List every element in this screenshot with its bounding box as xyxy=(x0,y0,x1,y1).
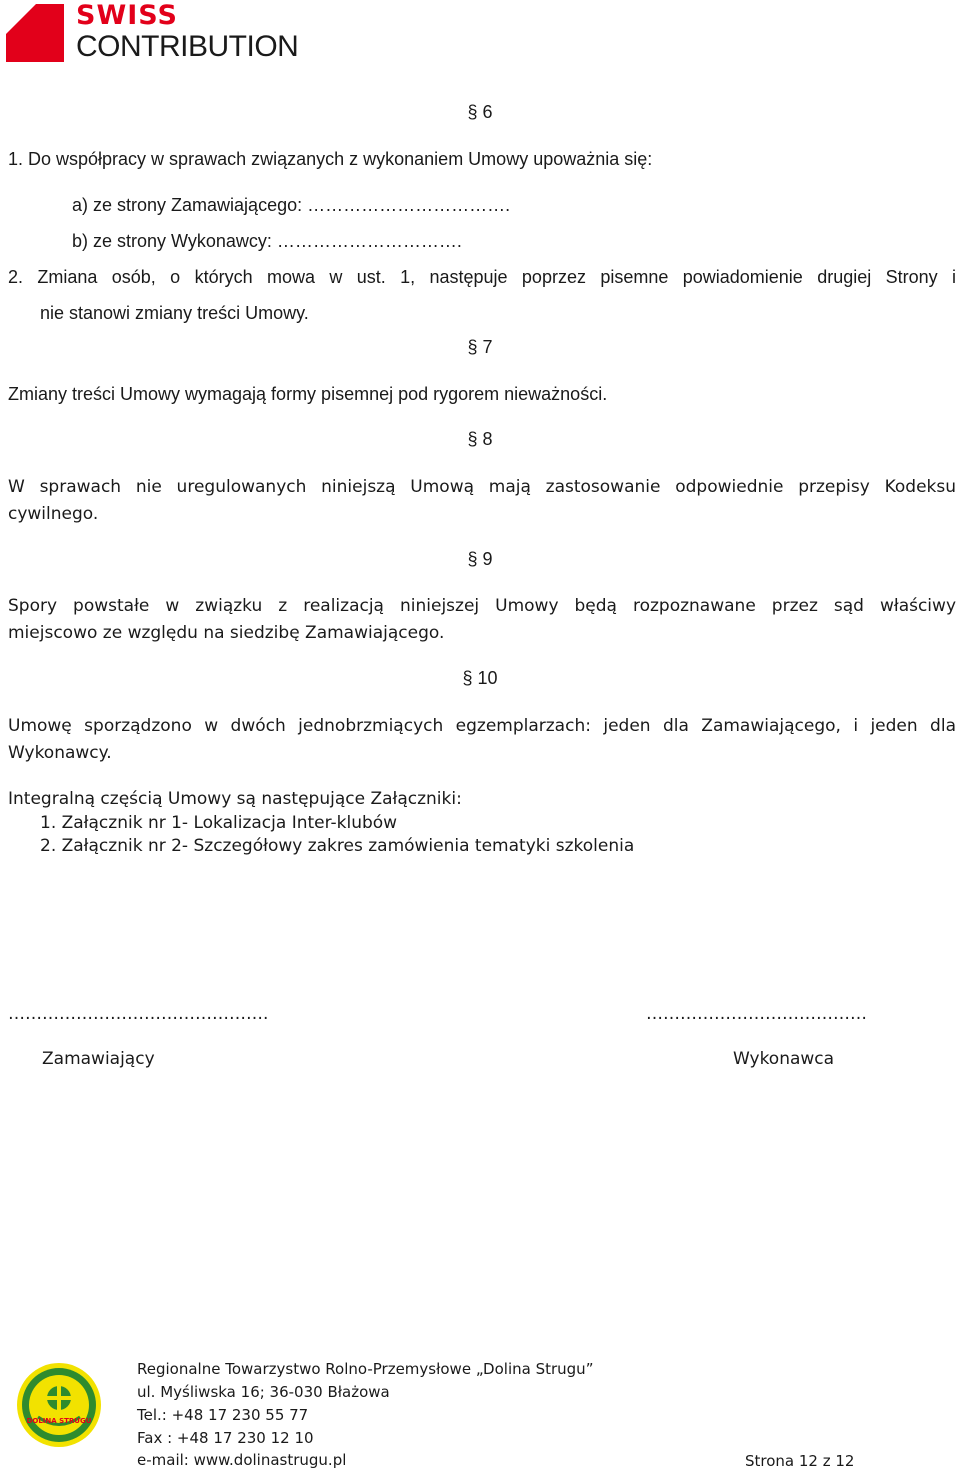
s9-line2: miejscowo ze względu na siedzibę Zamawiającego. xyxy=(8,623,445,643)
footer-fax: Fax : +48 17 230 12 10 xyxy=(137,1429,314,1447)
attachment-item: 1. Załącznik nr 1- Lokalizacja Inter-klubów xyxy=(40,813,398,833)
attachment-item: 2. Załącznik nr 2- Szczegółowy zakres zamówienia tematyki szkolenia xyxy=(40,836,635,856)
footer-org: Regionalne Towarzystwo Rolno-Przemysłowe „Dolina Strugu” xyxy=(137,1360,594,1378)
s10-line1: Umowę sporządzono w dwóch jednobrzmiących egzemplarzach: jeden dla Zamawiającego, i jeden dla xyxy=(8,716,956,736)
section-8-heading: § 8 xyxy=(467,429,493,449)
section-10-heading: § 10 xyxy=(462,668,498,688)
s10-line2: Wykonawcy. xyxy=(8,743,112,763)
s6-item-2-line2: nie stanowi zmiany treści Umowy. xyxy=(40,303,309,323)
signature-line-left: ………………………………………. xyxy=(8,1004,269,1024)
section-6-heading: § 6 xyxy=(467,102,493,122)
s8-line2: cywilnego. xyxy=(8,504,99,524)
attachments-intro: Integralną częścią Umowy są następujące Załączniki: xyxy=(8,789,462,809)
logo-line-contribution: CONTRIBUTION xyxy=(76,30,299,63)
page-number: Strona 12 z 12 xyxy=(745,1452,855,1470)
seal-label: DOLINA STRUGU xyxy=(26,1417,92,1425)
footer-address: ul. Myśliwska 16; 36-030 Błażowa xyxy=(137,1383,390,1401)
footer-tel: Tel.: +48 17 230 55 77 xyxy=(137,1406,309,1424)
logo-line-swiss: SWISS xyxy=(76,0,178,31)
s6-item-1b: b) ze strony Wykonawcy: …………………………. xyxy=(72,231,462,251)
s6-item-1: 1. Do współpracy w sprawach związanych z wykonaniem Umowy upoważnia się: xyxy=(8,149,653,169)
footer-email[interactable]: e-mail: www.dolinastrugu.pl xyxy=(137,1451,347,1469)
signature-label-right: Wykonawca xyxy=(733,1049,835,1069)
s6-item-1a: a) ze strony Zamawiającego: ……………………………. xyxy=(72,195,511,215)
s8-line1: W sprawach nie uregulowanych niniejszą Umową mają zastosowanie odpowiednie przepisy Kodeksu xyxy=(8,477,956,497)
section-9-heading: § 9 xyxy=(467,549,493,569)
signature-label-left: Zamawiający xyxy=(42,1049,155,1069)
s6-item-2-line1: 2. Zmiana osób, o których mowa w ust. 1, następuje poprzez pisemne powiadomienie drugiej Strony i xyxy=(8,267,956,287)
s9-line1: Spory powstałe w związku z realizacją niniejszej Umowy będą rozpoznawane przez sąd właściwy xyxy=(8,596,956,616)
signature-line-right: ………………………………… xyxy=(646,1004,867,1024)
s7-text: Zmiany treści Umowy wymagają formy pisemnej pod rygorem nieważności. xyxy=(8,384,608,404)
swiss-flag-logo-icon xyxy=(6,4,64,62)
section-7-heading: § 7 xyxy=(467,337,493,357)
dolina-strugu-seal-icon xyxy=(16,1362,102,1448)
